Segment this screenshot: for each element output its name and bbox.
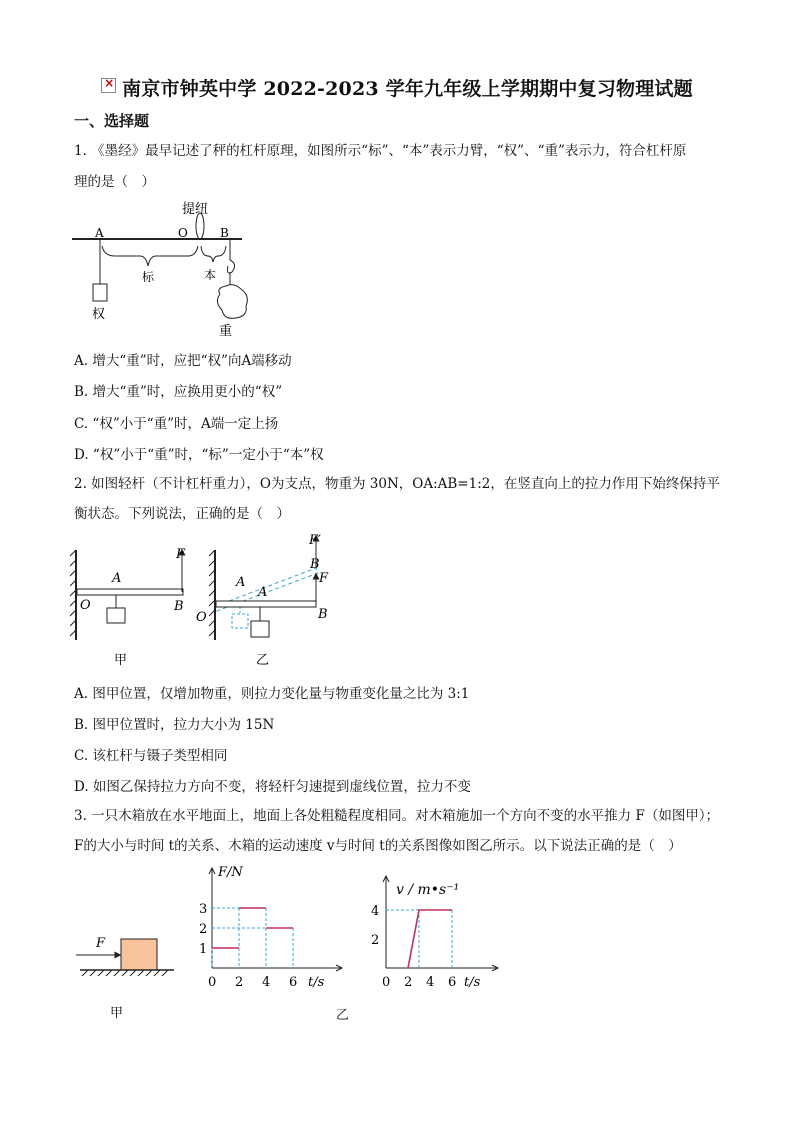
y-axis-label: F/N bbox=[218, 865, 243, 880]
label-Fprime: F′ bbox=[309, 533, 321, 548]
wooden-box bbox=[121, 939, 157, 970]
q1-stem-line1: 1. 《墨经》最早记述了秤的杠杆原理，如图所示“标”、“本”表示力臂，“权”、“重”表示力，符合杠杆原 bbox=[74, 143, 687, 159]
q1-option-d[interactable]: D. “权”小于“重”时，“标”一定小于“本”权 bbox=[74, 447, 324, 463]
label-yi-q3: 乙 bbox=[336, 1008, 350, 1023]
q3-stem-line1: 3. 一只木箱放在水平地面上，地面上各处粗糙程度相同。对木箱施加一个方向不变的水平推力 F（如图甲）； bbox=[74, 808, 720, 824]
label-A-yi: A bbox=[258, 585, 268, 600]
x-tick-label: 6 bbox=[289, 975, 298, 990]
q1-option-b[interactable]: B. 增大“重”时，应换用更小的“权” bbox=[74, 384, 283, 400]
quan-weight bbox=[93, 284, 107, 301]
x-tick-label: 2 bbox=[404, 975, 413, 990]
label-O-yi: O bbox=[196, 610, 207, 625]
q3-stem-line2: F的大小与时间 t的关系、木箱的运动速度 v与时间 t的关系图像如图乙所示。以下说法正确的是（ ） bbox=[74, 838, 682, 854]
x-tick-label: 6 bbox=[448, 975, 457, 990]
q2-lever-figure bbox=[70, 532, 360, 672]
x-axis-label: t/s bbox=[464, 975, 481, 990]
label-quan: 权 bbox=[92, 307, 106, 322]
q3-box-figure bbox=[74, 925, 184, 1025]
weight-jia bbox=[107, 608, 125, 623]
label-F-push: F bbox=[96, 936, 106, 951]
y-tick-label: 2 bbox=[371, 933, 380, 948]
q1-stem-line2: 理的是（ ） bbox=[74, 174, 155, 190]
y-tick-label: 2 bbox=[199, 922, 208, 937]
label-A-dashed: A bbox=[236, 575, 246, 590]
y-tick-label: 3 bbox=[199, 902, 208, 917]
section-heading: 一、选择题 bbox=[74, 112, 150, 130]
page-title: ×南京市钟英中学 2022-2023 学年九年级上学期期中复习物理试题 bbox=[0, 74, 794, 101]
broken-image-icon bbox=[101, 78, 116, 93]
label-O-jia: O bbox=[80, 598, 91, 613]
q2-option-b[interactable]: B. 图甲位置时，拉力大小为 15N bbox=[74, 717, 275, 733]
x-tick-label: 0 bbox=[208, 975, 217, 990]
q2-option-d[interactable]: D. 如图乙保持拉力方向不变，将轻杆匀速提到虚线位置，拉力不变 bbox=[74, 779, 471, 795]
label-F-jia: F bbox=[176, 547, 186, 562]
label-jia-q3: 甲 bbox=[110, 1006, 124, 1021]
y-tick-label: 1 bbox=[199, 942, 208, 957]
q2-stem-line1: 2. 如图轻杆（不计杠杆重力），O为支点，物重为 30N，OA:AB=1:2，在竖直向上的拉力作用下始终保持平 bbox=[74, 476, 720, 492]
lever-bar-yi bbox=[216, 601, 316, 607]
y-tick-label: 4 bbox=[371, 904, 380, 919]
x-tick-label: 0 bbox=[382, 975, 391, 990]
label-F-yi: F bbox=[319, 571, 329, 586]
hook bbox=[228, 260, 235, 273]
velocity-time-chart bbox=[362, 870, 522, 992]
ben-brace bbox=[201, 246, 226, 262]
q2-option-c[interactable]: C. 该杠杆与镊子类型相同 bbox=[74, 748, 228, 764]
label-jia: 甲 bbox=[114, 653, 128, 668]
force-time-chart bbox=[190, 862, 350, 992]
ground-hatch bbox=[82, 970, 168, 976]
q1-option-a[interactable]: A. 增大“重”时，应把“权”向A端移动 bbox=[74, 353, 292, 369]
x-tick-label: 2 bbox=[235, 975, 244, 990]
weight-dashed-yi bbox=[232, 614, 248, 628]
lever-bar-jia bbox=[77, 589, 183, 595]
x-tick-label: 4 bbox=[426, 975, 435, 990]
weight-yi bbox=[251, 621, 269, 637]
label-O: O bbox=[178, 226, 188, 240]
label-B-dashed: B bbox=[310, 557, 320, 572]
zhong-stone bbox=[217, 285, 247, 319]
y-axis-label: v / m•s⁻¹ bbox=[396, 882, 460, 898]
label-yi: 乙 bbox=[256, 653, 270, 668]
label-B-jia: B bbox=[174, 599, 184, 614]
label-B: B bbox=[220, 226, 229, 240]
label-B-yi: B bbox=[318, 607, 328, 622]
velocity-line bbox=[408, 910, 452, 968]
x-tick-label: 4 bbox=[262, 975, 271, 990]
label-biao: 标 bbox=[142, 270, 155, 284]
q1-steelyard-figure bbox=[70, 196, 270, 341]
label-A: A bbox=[95, 226, 104, 240]
q1-option-c[interactable]: C. “权”小于“重”时，A端一定上扬 bbox=[74, 416, 279, 432]
x-axis-label: t/s bbox=[308, 975, 325, 990]
q2-stem-line2: 衡状态。下列说法，正确的是（ ） bbox=[74, 506, 290, 522]
q2-option-a[interactable]: A. 图甲位置，仅增加物重，则拉力变化量与物重变化量之比为 3:1 bbox=[74, 686, 470, 702]
label-zhong: 重 bbox=[219, 324, 233, 339]
label-ben: 本 bbox=[204, 268, 217, 282]
label-A-jia: A bbox=[112, 571, 122, 586]
label-tiniu: 提纽 bbox=[182, 202, 209, 217]
biao-brace bbox=[102, 246, 198, 266]
